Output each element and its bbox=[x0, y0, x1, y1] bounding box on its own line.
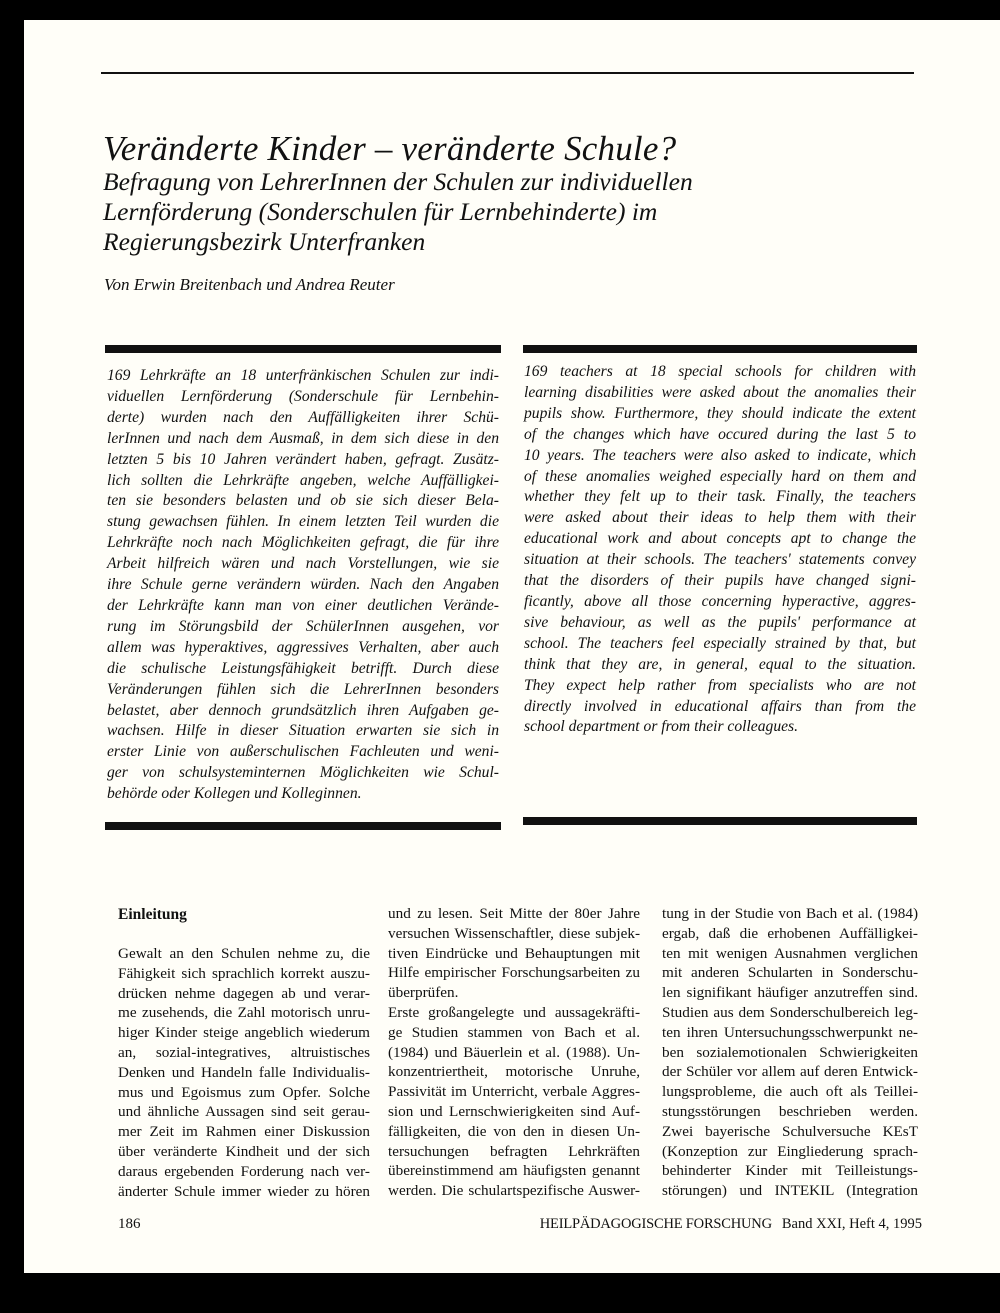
body-line: Hilfe empirischer Forschungsarbeiten zu bbox=[388, 964, 640, 982]
abstract-english bbox=[524, 362, 916, 738]
body-line: len signifikant häufiger anzutreffen sind. bbox=[662, 984, 918, 1002]
body-column-2 bbox=[388, 904, 640, 1201]
body-line: behinderter Kinder mit Teilleistungs- bbox=[662, 1162, 918, 1180]
body-line: ten mit wenigen Ausnahmen verglichen bbox=[662, 944, 918, 962]
abstract-line: pupils show. Furthermore, they should indicate the extent bbox=[524, 404, 916, 422]
body-line: werden. Die schulartspezifische Auswer- bbox=[388, 1182, 640, 1200]
abstract-line: stung gewachsen fühlen. In einem letzten Teil wurden die bbox=[107, 513, 499, 531]
body-line: mus und Egoismus zum Opfer. Solche bbox=[118, 1083, 370, 1101]
body-line: störungen) und INTEKIL (Integration bbox=[662, 1182, 918, 1200]
abstract-line: viduellen Lernförderung (Sonderschule für Lernbehin- bbox=[107, 387, 499, 405]
abstract-line: wachsen. Hilfe in dieser Situation erwarten sie sich in bbox=[107, 722, 499, 740]
body-line: Fähigkeit sich sprachlich korrekt auszu- bbox=[118, 964, 370, 982]
journal-issue: Band XXI, Heft 4, 1995 bbox=[781, 1216, 922, 1232]
body-line: Studien aus dem Sonderschulbereich leg- bbox=[662, 1003, 918, 1021]
subtitle-line: Befragung von LehrerInnen der Schulen zur individuellen bbox=[103, 167, 693, 196]
body-line: Gewalt an den Schulen nehme zu, die bbox=[118, 945, 370, 962]
abstract-de-top-rule bbox=[105, 345, 501, 353]
abstract-line: Arbeit hilfreich wären und nach Vorstellungen, wie sie bbox=[107, 555, 499, 573]
body-line: daraus ergebenden Forderung nach ver- bbox=[118, 1162, 370, 1180]
article-subtitle bbox=[103, 167, 903, 257]
body-line: ten ihren Untersuchungsschwerpunkt ne- bbox=[662, 1023, 918, 1041]
body-line: me zusehends, die Zahl motorisch unru- bbox=[118, 1004, 370, 1022]
abstract-line: situation at their schools. The teachers' statements convey bbox=[524, 551, 916, 569]
abstract-line: Lehrkräfte noch nach Möglichkeiten gefragt, die für ihre bbox=[107, 534, 499, 552]
body-line: stungsstörungen beschrieben werden. bbox=[662, 1102, 918, 1120]
body-line: (1984) und Bäuerlein et al. (1988). Un- bbox=[388, 1043, 640, 1061]
abstract-line: think that they are, in general, equal to the situation. bbox=[524, 655, 916, 673]
body-line: konzentriertheit, motorische Unruhe, bbox=[388, 1063, 640, 1081]
abstract-german bbox=[107, 366, 499, 805]
section-heading: Einleitung bbox=[118, 906, 187, 923]
abstract-en-top-rule bbox=[523, 345, 917, 353]
abstract-en-bottom-rule bbox=[523, 817, 917, 825]
body-line: über veränderte Kindheit und der sich bbox=[118, 1142, 370, 1160]
body-line: übereinstimmend am häufigsten genannt bbox=[388, 1162, 640, 1180]
abstract-line: 10 years. The teachers were also asked to indicate, which bbox=[524, 446, 916, 464]
body-line: ben sozialemotionalen Schwierigkeiten bbox=[662, 1043, 918, 1061]
abstract-line: that the disorders of their pupils have changed signi- bbox=[524, 572, 916, 590]
abstract-line: belastet, aber dennoch grundsätzlich ihren Aufgaben ge- bbox=[107, 701, 499, 719]
body-line: Denken und Handeln falle Individualis- bbox=[118, 1063, 370, 1081]
abstract-line: letzten 5 bis 10 Jahren verändert haben, gefragt. Zusätz- bbox=[107, 450, 499, 468]
body-line: versuchen Wissenschaftler, diese subjek- bbox=[388, 924, 640, 942]
abstract-line: Veränderungen fühlen sich die LehrerInnen besonders bbox=[107, 680, 499, 698]
body-line: Zwei bayerische Schulversuche KEsT bbox=[662, 1122, 918, 1140]
abstract-line: of these anomalies weighed especially hard on them and bbox=[524, 467, 916, 485]
body-line: higer Kinder steige angeblich wiederum bbox=[118, 1024, 370, 1042]
abstract-line: rung im Störungsbild der SchülerInnen ausgehen, vor bbox=[107, 617, 499, 635]
body-line: und ähnliche Aussagen sind seit gerau- bbox=[118, 1103, 370, 1121]
abstract-line: die schulische Leistungsfähigkeit betrifft. Durch diese bbox=[107, 659, 499, 677]
abstract-line: lich sollten die Lehrkräfte angeben, welche Auffälligkei- bbox=[107, 471, 499, 489]
top-rule bbox=[101, 72, 914, 74]
body-line: lungsprobleme, die auch oft als Teillei- bbox=[662, 1083, 918, 1101]
body-column-3 bbox=[662, 904, 918, 1201]
body-line: ge Studien stammen von Bach et al. bbox=[388, 1023, 640, 1041]
subtitle-line: Regierungsbezirk Unterfranken bbox=[103, 227, 426, 256]
abstract-line: behörde oder Kollegen und Kolleginnen. bbox=[107, 785, 362, 803]
body-line: an, sozial-integratives, altruistisches bbox=[118, 1043, 370, 1061]
body-line: und zu lesen. Seit Mitte der 80er Jahre bbox=[388, 905, 640, 922]
abstract-line: der Lehrkräfte kann man von einer deutlichen Verände- bbox=[107, 596, 499, 614]
abstract-line: They expect help rather from specialists who are not bbox=[524, 676, 916, 694]
body-line: Erste großangelegte und aussagekräfti- bbox=[388, 1003, 640, 1021]
abstract-line: ihre Schule gerne verändern würden. Nach den Angaben bbox=[107, 576, 499, 594]
body-line: tung in der Studie von Bach et al. (1984) bbox=[662, 905, 918, 922]
abstract-line: 169 teachers at 18 special schools for children with bbox=[524, 363, 916, 380]
abstract-line: of the changes which have occured during the last 5 to bbox=[524, 425, 916, 443]
abstract-line: derte) wurden nach den Auffälligkeiten ihrer Schü- bbox=[107, 408, 499, 426]
abstract-line: ger von schulsysteminternen Möglichkeiten wie Schul- bbox=[107, 764, 499, 782]
body-line: (Konzeption zur Eingliederung sprach- bbox=[662, 1142, 918, 1160]
page-number: 186 bbox=[118, 1216, 141, 1232]
abstract-line: erster Linie von außerschulischen Fachleuten und weni- bbox=[107, 743, 499, 761]
journal-footer bbox=[540, 1216, 922, 1233]
article-title: Veränderte Kinder – veränderte Schule? bbox=[103, 129, 677, 168]
body-line: sion und Lernschwierigkeiten sind Auf- bbox=[388, 1102, 640, 1120]
abstract-line: ten sie besonders belasten und ob sie sich dieser Bela- bbox=[107, 492, 499, 510]
body-line: mit anderen Schularten in Sonderschu- bbox=[662, 964, 918, 982]
abstract-line: allem was hyperaktives, aggressives Verhalten, aber auch bbox=[107, 638, 499, 656]
abstract-line: school department or from their colleagues. bbox=[524, 718, 799, 736]
abstract-line: whether they felt up to their task. Finally, the teachers bbox=[524, 488, 916, 506]
abstract-line: were asked about their ideas to help them with their bbox=[524, 509, 916, 527]
body-line: Passivität im Unterricht, verbale Aggres- bbox=[388, 1083, 640, 1101]
body-line: tiven Eindrücke und Behauptungen mit bbox=[388, 944, 640, 962]
body-line: fälligkeiten, die von den in diesen Un- bbox=[388, 1122, 640, 1140]
body-line: änderter Schule immer wieder zu hören bbox=[118, 1182, 370, 1200]
body-column-1 bbox=[118, 944, 370, 1201]
abstract-line: school. The teachers feel especially strained by that, but bbox=[524, 634, 916, 652]
body-line: überprüfen. bbox=[388, 984, 459, 1002]
abstract-line: directly involved in educational affairs than from the bbox=[524, 697, 916, 715]
abstract-line: lerInnen und nach dem Ausmaß, in dem sich diese in den bbox=[107, 429, 499, 447]
body-line: mer Zeit im Rahmen einer Diskussion bbox=[118, 1123, 370, 1141]
abstract-line: 169 Lehrkräfte an 18 unterfränkischen Schulen zur indi- bbox=[107, 367, 499, 384]
abstract-line: educational work and about concepts apt to change the bbox=[524, 530, 916, 548]
body-line: der Schüler vor allem auf deren Entwick- bbox=[662, 1063, 918, 1081]
body-line: ergab, daß die erhobenen Auffälligkei- bbox=[662, 924, 918, 942]
authors: Von Erwin Breitenbach und Andrea Reuter bbox=[104, 275, 395, 294]
journal-name: HEILPÄDAGOGISCHE FORSCHUNG bbox=[539, 1216, 772, 1232]
abstract-line: learning disabilities were asked about the anomalies their bbox=[524, 383, 916, 401]
body-line: tersuchungen befragten Lehrkräften bbox=[388, 1142, 640, 1160]
subtitle-line: Lernförderung (Sonderschulen für Lernbehinderte) im bbox=[103, 197, 658, 226]
abstract-line: sive behaviour, as well as the pupils' performance at bbox=[524, 613, 916, 631]
body-line: drücken nehme dagegen ab und verar- bbox=[118, 984, 370, 1002]
abstract-line: ficantly, above all those concerning hyperactive, aggres- bbox=[524, 592, 916, 610]
abstract-de-bottom-rule bbox=[105, 822, 501, 830]
